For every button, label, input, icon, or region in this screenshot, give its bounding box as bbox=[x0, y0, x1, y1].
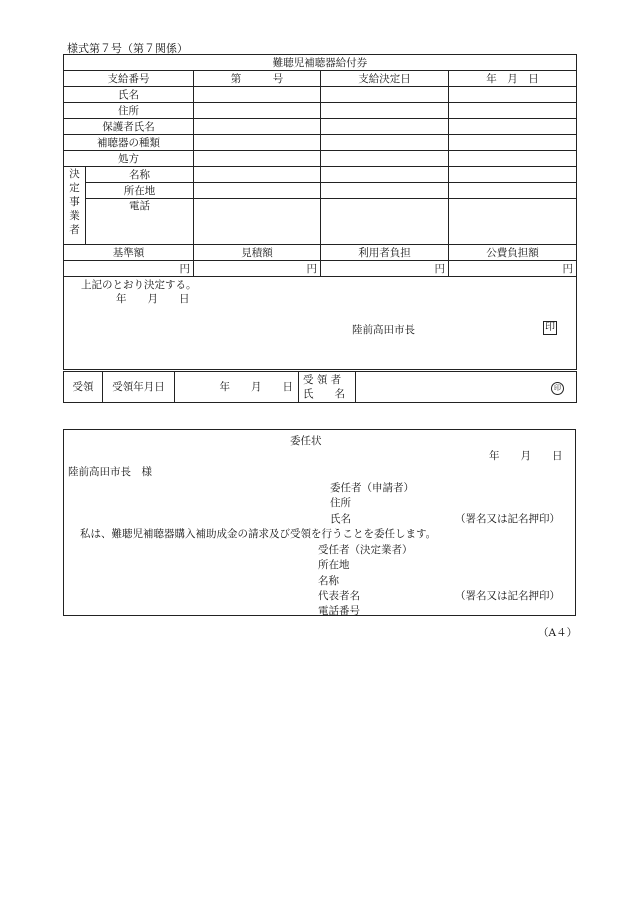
issuer-name: 陸前高田市長 bbox=[352, 324, 415, 336]
label-provider-name: 名称 bbox=[86, 167, 194, 183]
label-name: 氏名 bbox=[64, 87, 194, 103]
poa-delegate-rep[interactable]: 代表者名 bbox=[318, 590, 360, 602]
prescription-field-1[interactable] bbox=[194, 151, 321, 167]
label-receipt: 受領 bbox=[64, 372, 103, 403]
label-payment-number: 支給番号 bbox=[64, 71, 194, 87]
label-decision-date: 支給決定日 bbox=[321, 71, 449, 87]
poa-delegator-address[interactable]: 住所 bbox=[330, 497, 351, 509]
receipt-seal-icon: 印 bbox=[551, 382, 564, 395]
device-type-field-2[interactable] bbox=[321, 135, 449, 151]
header-standard-amount: 基準額 bbox=[64, 245, 194, 261]
label-prescription: 処方 bbox=[64, 151, 194, 167]
decision-date-field[interactable]: 年 月 日 bbox=[449, 71, 577, 87]
label-provider-phone: 電話 bbox=[86, 199, 194, 245]
header-estimate-amount: 見積額 bbox=[194, 245, 321, 261]
provider-group-label: 決 定 事 業 者 bbox=[64, 167, 86, 245]
name-field-1[interactable] bbox=[194, 87, 321, 103]
poa-title: 委任状 bbox=[290, 435, 322, 447]
label-recipient-name: 受 領 者 氏 名 bbox=[299, 372, 356, 403]
poa-signature-note-1: （署名又は記名押印） bbox=[455, 513, 560, 525]
poa-date[interactable]: 年 月 日 bbox=[489, 450, 563, 462]
voucher-title: 難聴児補聴器給付券 bbox=[64, 55, 577, 71]
address-field-2[interactable] bbox=[321, 103, 449, 119]
provider-name-field-3[interactable] bbox=[449, 167, 577, 183]
device-type-field-1[interactable] bbox=[194, 135, 321, 151]
poa-addressee: 陸前高田市長 様 bbox=[68, 466, 152, 478]
address-field-1[interactable] bbox=[194, 103, 321, 119]
poa-delegate-location[interactable]: 所在地 bbox=[318, 559, 350, 571]
decision-text: 上記のとおり決定する。 bbox=[81, 279, 197, 291]
decision-section bbox=[64, 277, 577, 370]
guardian-field-2[interactable] bbox=[321, 119, 449, 135]
form-number: 様式第７号（第７関係） bbox=[67, 42, 188, 55]
seal-stamp: 印 bbox=[545, 322, 555, 333]
power-of-attorney-box bbox=[63, 429, 576, 616]
label-provider-location: 所在地 bbox=[86, 183, 194, 199]
standard-amount-field[interactable]: 円 bbox=[64, 261, 194, 277]
provider-phone-field-1[interactable] bbox=[194, 199, 321, 245]
label-guardian-name: 保護者氏名 bbox=[64, 119, 194, 135]
paper-size-label: （A４） bbox=[538, 627, 578, 639]
provider-phone-field-3[interactable] bbox=[449, 199, 577, 245]
device-type-field-3[interactable] bbox=[449, 135, 577, 151]
poa-delegate-phone[interactable]: 電話番号 bbox=[318, 605, 360, 617]
provider-name-field-1[interactable] bbox=[194, 167, 321, 183]
name-field-2[interactable] bbox=[321, 87, 449, 103]
poa-delegator-name[interactable]: 氏名 bbox=[330, 513, 351, 525]
poa-signature-note-2: （署名又は記名押印） bbox=[455, 590, 560, 602]
user-burden-field[interactable]: 円 bbox=[321, 261, 449, 277]
guardian-field-1[interactable] bbox=[194, 119, 321, 135]
provider-location-field-3[interactable] bbox=[449, 183, 577, 199]
public-burden-field[interactable]: 円 bbox=[449, 261, 577, 277]
provider-location-field-1[interactable] bbox=[194, 183, 321, 199]
label-address: 住所 bbox=[64, 103, 194, 119]
label-device-type: 補聴器の種類 bbox=[64, 135, 194, 151]
label-receipt-date: 受領年月日 bbox=[103, 372, 175, 403]
header-public-burden: 公費負担額 bbox=[449, 245, 577, 261]
provider-name-field-2[interactable] bbox=[321, 167, 449, 183]
recipient-name-field[interactable] bbox=[356, 372, 577, 403]
name-field-3[interactable] bbox=[449, 87, 577, 103]
receipt-date-field[interactable]: 年 月 日 bbox=[175, 372, 299, 403]
provider-phone-field-2[interactable] bbox=[321, 199, 449, 245]
prescription-field-2[interactable] bbox=[321, 151, 449, 167]
decision-date: 年 月 日 bbox=[116, 293, 190, 305]
poa-body: 私は、難聴児補聴器購入補助成金の請求及び受領を行うことを委任します。 bbox=[80, 528, 437, 540]
receipt-table bbox=[63, 371, 577, 403]
guardian-field-3[interactable] bbox=[449, 119, 577, 135]
header-user-burden: 利用者負担 bbox=[321, 245, 449, 261]
poa-delegate-name[interactable]: 名称 bbox=[318, 575, 339, 587]
provider-location-field-2[interactable] bbox=[321, 183, 449, 199]
payment-number-field[interactable]: 第 号 bbox=[194, 71, 321, 87]
poa-delegate-header: 受任者（決定業者） bbox=[318, 544, 413, 556]
address-field-3[interactable] bbox=[449, 103, 577, 119]
poa-delegator-header: 委任者（申請者） bbox=[330, 482, 414, 494]
prescription-field-3[interactable] bbox=[449, 151, 577, 167]
hearing-aid-voucher-table bbox=[63, 54, 577, 370]
estimate-amount-field[interactable]: 円 bbox=[194, 261, 321, 277]
